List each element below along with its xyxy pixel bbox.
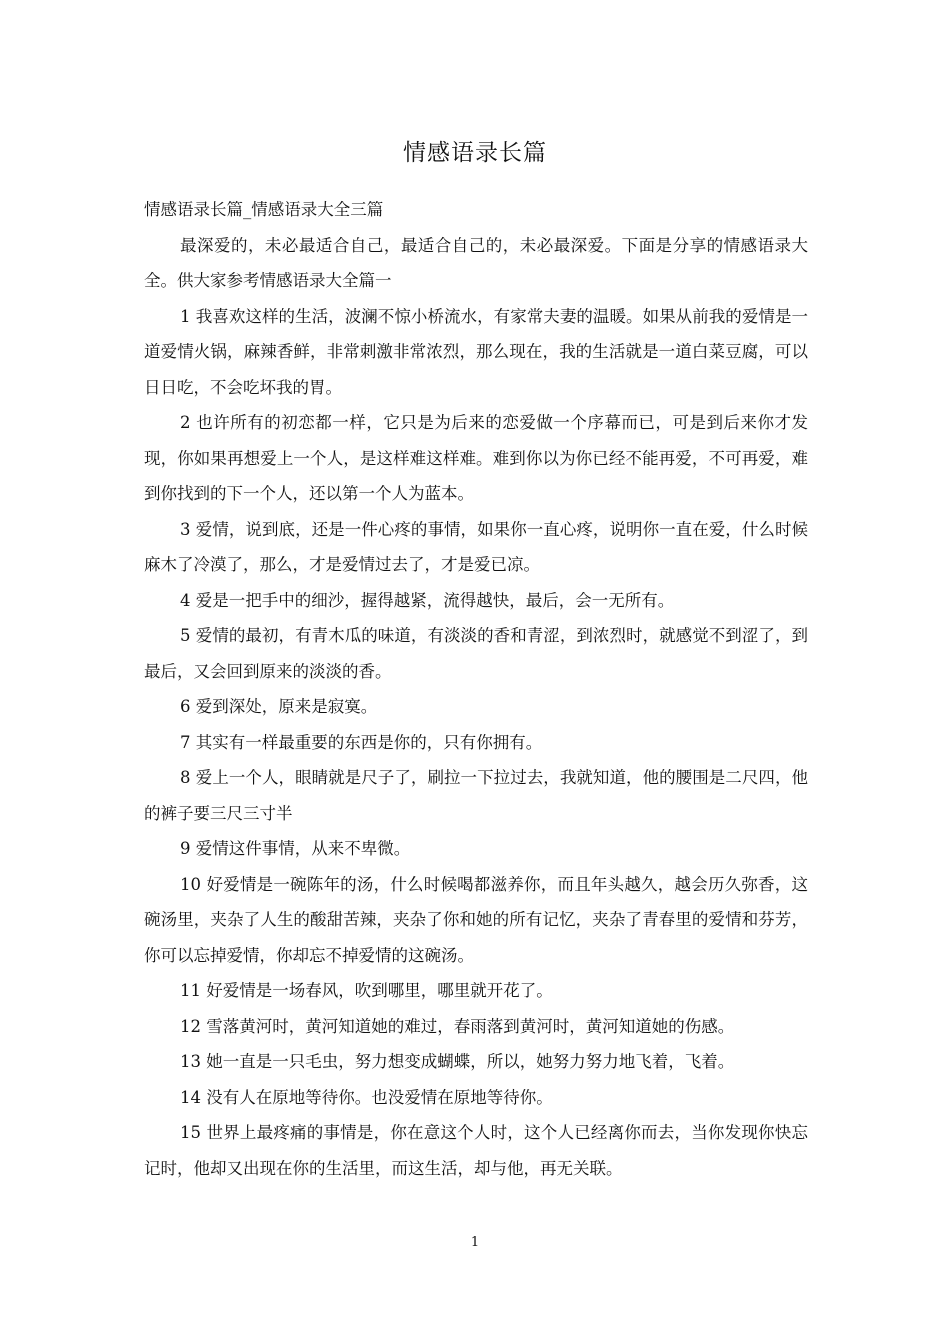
paragraph-15: 15 世界上最疼痛的事情是，你在意这个人时，这个人已经离你而去，当你发现你快忘记时，他却又出现在你的生活里，而这生活，却与他，再无关联。 [144, 1123, 808, 1178]
document-title: 情感语录长篇 [403, 140, 547, 166]
paragraph-14: 14 没有人在原地等待你。也没爱情在原地等待你。 [180, 1087, 553, 1107]
paragraph-8: 8 爱上一个人，眼睛就是尺子了，刷拉一下拉过去，我就知道，他的腰围是二尺四，他的裤子要三尺三寸半 [144, 768, 808, 823]
paragraph-7: 7 其实有一样最重要的东西是你的，只有你拥有。 [180, 732, 543, 752]
document-body [144, 192, 808, 1186]
document-subtitle: 情感语录长篇_情感语录大全三篇 [144, 200, 384, 219]
paragraph-12: 12 雪落黄河时，黄河知道她的难过，春雨落到黄河时，黄河知道她的伤感。 [180, 1016, 735, 1036]
paragraph-3: 3 爱情，说到底，还是一件心疼的事情，如果你一直心疼，说明你一直在爱，什么时候麻木了冷漠了，那么，才是爱情过去了，才是爱已凉。 [144, 519, 808, 574]
paragraph-4: 4 爱是一把手中的细沙，握得越紧，流得越快，最后，会一无所有。 [180, 590, 675, 610]
paragraph-13: 13 她一直是一只毛虫，努力想变成蝴蝶，所以，她努力努力地飞着，飞着。 [180, 1052, 735, 1071]
paragraph-5: 5 爱情的最初，有青木瓜的味道，有淡淡的香和青涩，到浓烈时，就感觉不到涩了，到最后，又会回到原来的淡淡的香。 [144, 626, 808, 681]
paragraph-intro: 最深爱的，未必最适合自己，最适合自己的，未必最深爱。下面是分享的情感语录大全。供大家参考情感语录大全篇一 [144, 235, 808, 290]
paragraph-2: 2 也许所有的初恋都一样，它只是为后来的恋爱做一个序幕而已，可是到后来你才发现，你如果再想爱上一个人，是这样难这样难。难到你以为你已经不能再爱，不可再爱，难到你找到的下一个人，还以第一个人为蓝本。 [144, 413, 808, 503]
paragraph-11: 11 好爱情是一场春风，吹到哪里，哪里就开花了。 [180, 981, 553, 1000]
paragraph-6: 6 爱到深处，原来是寂寞。 [180, 697, 378, 716]
paragraph-1: 1 我喜欢这样的生活，波澜不惊小桥流水，有家常夫妻的温暖。如果从前我的爱情是一道爱情火锅，麻辣香鲜，非常刺激非常浓烈，那么现在，我的生活就是一道白菜豆腐，可以日日吃，不会吃坏我的胃。 [144, 306, 808, 397]
page-number: 1 [470, 1235, 480, 1250]
paragraph-9: 9 爱情这件事情，从来不卑微。 [180, 839, 411, 858]
paragraph-10: 10 好爱情是一碗陈年的汤，什么时候喝都滋养你，而且年头越久，越会历久弥香，这碗汤里，夹杂了人生的酸甜苦辣，夹杂了你和她的所有记忆，夹杂了青春里的爱情和芬芳，你可以忘掉爱情，你却忘不掉爱情的这碗汤。 [144, 874, 808, 965]
